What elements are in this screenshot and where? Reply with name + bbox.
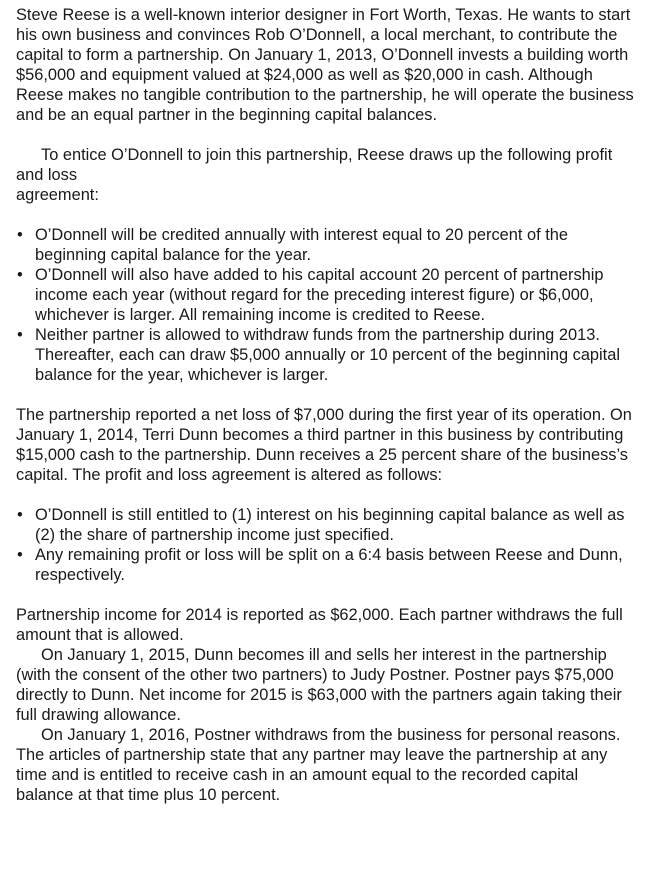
paragraph-spacer bbox=[16, 125, 634, 145]
paragraph-spacer bbox=[16, 585, 634, 605]
paragraph-spacer bbox=[16, 205, 634, 225]
paragraph-spacer bbox=[16, 485, 634, 505]
agreement-bullet-interest: • O’Donnell will be credited annually with interest equal to 20 percent of the beginning capital balance for the year. bbox=[35, 225, 634, 265]
agreement-bullet-list bbox=[16, 225, 634, 385]
entice-paragraph-line2: agreement: bbox=[16, 186, 99, 204]
altered-bullet-split: • Any remaining profit or loss will be split on a 6:4 basis between Reese and Dunn, respectively. bbox=[35, 545, 634, 585]
agreement-bullet-withdrawals: • Neither partner is allowed to withdraw funds from the partnership during 2013. Thereafter, each can draw $5,000 annually or 10 percent of the beginning capital balance for the year, whichever is larger. bbox=[35, 325, 634, 385]
income-2014-paragraph: Partnership income for 2014 is reported as $62,000. Each partner withdraws the full amount that is allowed. bbox=[16, 606, 623, 644]
first-year-paragraph: The partnership reported a net loss of $7,000 during the first year of its operation. On January 1, 2014, Terri Dunn becomes a third partner in this business by contributing $15,000 cash to the partnership. Dunn receives a 25 percent share of the business’s capital. The profit and loss agreement is altered as follows: bbox=[16, 406, 632, 484]
altered-bullet-list bbox=[16, 505, 634, 585]
altered-bullet-odonnell: • O’Donnell is still entitled to (1) interest on his beginning capital balance as well as (2) the share of partnership income just specified. bbox=[35, 505, 634, 545]
agreement-bullet-income-share: • O’Donnell will also have added to his capital account 20 percent of partnership income each year (without regard for the preceding interest figure) or $6,000, whichever is larger. All remaining income is credited to Reese. bbox=[35, 265, 634, 325]
entice-paragraph-line1: To entice O’Donnell to join this partnership, Reese draws up the following profit and loss bbox=[16, 146, 613, 184]
dunn-2015-paragraph: On January 1, 2015, Dunn becomes ill and sells her interest in the partnership (with the consent of the other two partners) to Judy Postner. Postner pays $75,000 directly to Dunn. Net income for 2015 is $63,000 with the partners again taking their full drawing allowance. bbox=[16, 646, 622, 724]
intro-paragraph: Steve Reese is a well-known interior designer in Fort Worth, Texas. He wants to start his own business and convinces Rob O’Donnell, a local merchant, to contribute the capital to form a partnership. On January 1, 2013, O’Donnell invests a building worth $56,000 and equipment valued at $24,000 as well as $20,000 in cash. Although Reese makes no tangible contribution to the partnership, he will operate the business and be an equal partner in the beginning capital balances. bbox=[16, 6, 634, 124]
paragraph-spacer bbox=[16, 385, 634, 405]
postner-2016-paragraph: On January 1, 2016, Postner withdraws from the business for personal reasons. The articles of partnership state that any partner may leave the partnership at any time and is entitled to receive cash in an amount equal to the recorded capital balance at that time plus 10 percent. bbox=[16, 726, 621, 804]
